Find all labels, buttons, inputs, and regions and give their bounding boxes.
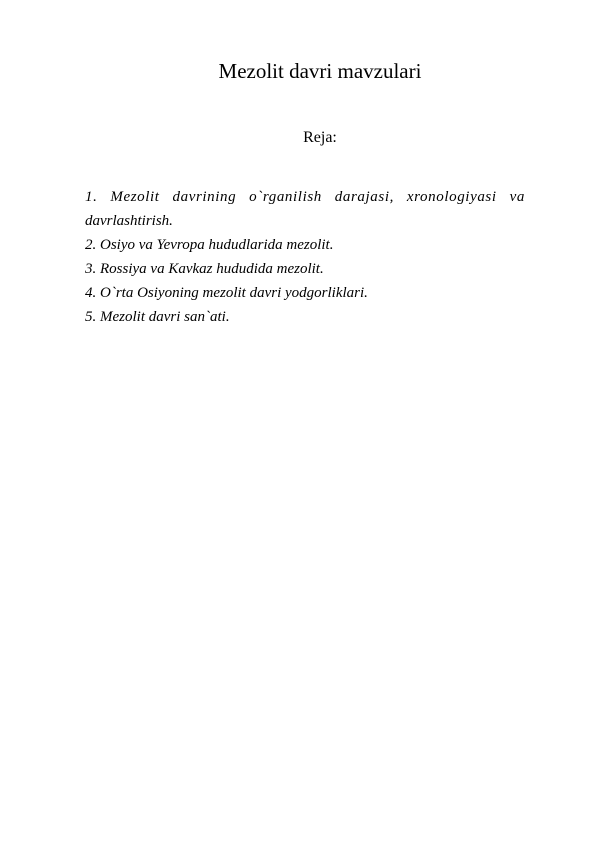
plan-item-1	[85, 186, 525, 209]
plan-item-4: 4. O`rta Osiyoning mezolit davri yodgorliklari.	[85, 285, 368, 301]
plan-item-1-word: o`rganilish	[249, 189, 322, 205]
plan-item-5: 5. Mezolit davri san`ati.	[85, 309, 230, 325]
plan-heading: Reja:	[303, 129, 337, 146]
plan-item-2: 2. Osiyo va Yevropa hududlarida mezolit.	[85, 237, 334, 253]
plan-item-1-line	[85, 186, 525, 209]
document-title: Mezolit davri mavzulari	[218, 59, 422, 83]
plan-item-1-word: Mezolit	[110, 189, 160, 205]
plan-item-1-word: darajasi,	[334, 189, 394, 205]
plan-item-1-word: davrining	[172, 189, 237, 205]
plan-item-1-number: 1.	[85, 189, 98, 205]
plan-list	[85, 186, 525, 329]
plan-item-3: 3. Rossiya va Kavkaz hududida mezolit.	[85, 261, 324, 277]
plan-item-1-word: va	[509, 189, 525, 205]
plan-item-1-word: xronologiyasi	[406, 189, 497, 205]
plan-item-1-continuation: davrlashtirish.	[85, 213, 173, 229]
